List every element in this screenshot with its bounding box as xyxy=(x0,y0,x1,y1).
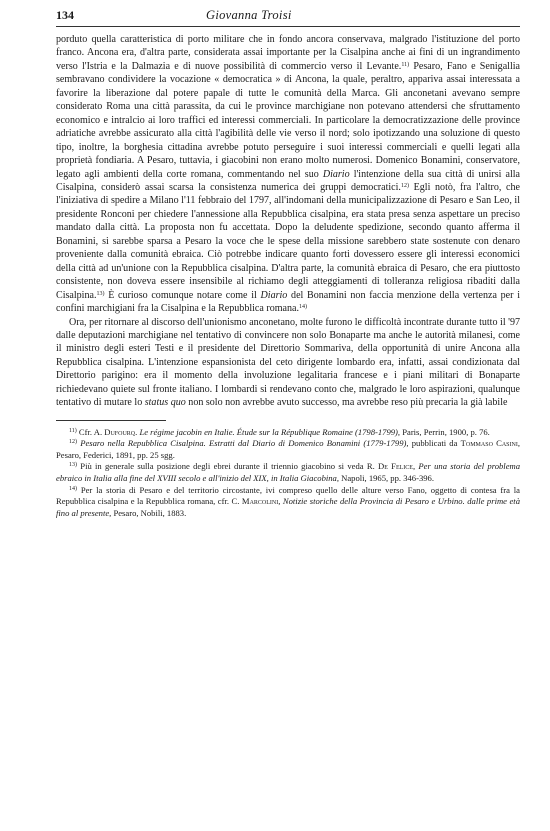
body-text xyxy=(56,33,520,410)
footnote-12: $^{12)}$ Pesaro nella Repubblica Cisalpina. Estratti dal Diario di Domenico Bonamini (1779-1799), pubblicati da Tommaso Casini, Pesaro, Federici, 1891, pp. 25 sgg. xyxy=(56,438,520,460)
paragraph-1: porduto quella caratteristica di porto militare che in fondo ancora conservava, malgrado l'istituzione del porto franco. Ancona era, d'altra parte, considerata assai importante per la Cisalpina anche ai fini di un ingrandimento verso l'Istria e la Dalmazia e di nuove possibilità di commercio verso il Levante.$^{11)}$ Pesaro, Fano e Senigallia sembravano condividere la vocazione « democratica » di Ancona, la quale, peraltro, appariva assai interessata a favorire la liberazione dal potere papale di tutte le comunità della Marca. Gli anconetani avevano sempre considerato Roma una città parassita, da cui le province marchigiane non potevano attendersi che sfruttamento economico e intralcio ai loro traffici ed interessi commerciali. In particolare la democratizzazione delle province adriatiche avrebbe assicurato alla città l'agibilità delle vie verso il nord; solo ipotizzando una soluzione di questo tipo, inoltre, la borghesia cittadina avrebbe potuto perseguire i suoi interessi commerciali e quelli legati alla proprietà fondiaria. A Pesaro, tuttavia, i giacobini non erano molto numerosi. Domenico Bonamini, conservatore, legato agli ambienti della corte romana, commentando nel suo Diario l'intenzione della sua città di unirsi alla Cisalpina, considerò assai scarsa la consistenza numerica dei gruppi democratici.$^{12)}$ Egli notò, fra l'altro, che l'iniziativa di spedire a Milano l'11 febbraio del 1797, all'indomani della municipalizzazione di Pesaro e San Leo, il presidente Ronconi per chiedere l'annessione alla Repubblica cisalpina, era stata presa senza aspettare un preciso mandato dalla città. La proposta non fu accettata. Dopo la deludente spedizione, secondo quanto afferma il Bonamini, si sarebbe sparsa a Pesaro la voce che le spese della missione sarebbero state sostenute con denaro proveniente dalla comunità ebraica. Ciò potrebbe indicare quanto forti dovessero essere gli interessi economici della città ad un'unione con la Repubblica cisalpina. D'altra parte, la comunità ebraica di Pesaro, che era piuttosto consistente, non doveva essere insensibile al richiamo degli atteggiamenti di tolleranza religiosa ribaditi dalla Cisalpina.$^{13)}$ È curioso comunque notare come il Diario del Bonamini non faccia menzione della vertenza per i confini marchigiani fra la Cisalpina e la Repubblica romana.$^{14)}$ xyxy=(56,34,521,315)
page-number: 134 xyxy=(56,8,74,22)
footnote-ref-13: 13) xyxy=(96,290,105,297)
running-title: Giovanna Troisi xyxy=(206,8,292,22)
footnote-11: $^{11)}$ Cfr. A. Dufourq. Le régime jacobin en Italie. Étude sur la République Romaine (1798-1799), Paris, Perrin, 1900, p. 76. xyxy=(69,426,490,437)
footnote-ref-11: 11) xyxy=(401,61,410,68)
footnote-ref-12: 12) xyxy=(400,182,409,189)
footnote-ref-14: 14) xyxy=(299,304,307,311)
footnote-14: $^{14)}$ Per la storia di Pesaro e del territorio circostante, ivi compreso quello delle alture verso Fano, oggetto di contesa fra la Repubblica cisalpina e la Repubblica romana, cfr. C. Marcolini, Notizie storiche della Provincia di Pesaro e Urbino. dalle prime età fino al presente, Pesaro, Nobili, 1883. xyxy=(56,484,520,518)
footnotes xyxy=(56,427,520,520)
page-header xyxy=(56,8,520,27)
footnote-13: $^{13)}$ Più in generale sulla posizione degli ebrei durante il triennio giacobino si veda R. De Felice, Per una storia del problema ebraico in Italia alla fine del XVIII secolo e all'inizio del XIX, in Italia Giacobina, Napoli, 1965, pp. 346-396. xyxy=(56,461,521,484)
italic-diario-2: Diario xyxy=(260,289,288,301)
paragraph-2: Ora, per ritornare al discorso dell'unionismo anconetano, molte furono le difficoltà incontrate durante tutto il '97 dalle deputazioni marchigiane nel tentativo di convincere non solo Bonaparte ma anche le autorità milanesi, come il ministro degli esteri Testi e il presidente del Direttorio Sommariva, della opportunità di unire Ancona alla Repubblica cisalpina. L'intenzione espansionista del ceto dirigente lombardo era, infatti, assai condizionata dal Direttorio parigino: era il momento della involuzione legalitaria francese e i piani militari di Bonaparte richiedevano quiete sul fronte italiano. I lombardi si rendevano conto che, malgrado le loro aspirazioni, qualunque tentativo di mutare lo status quo non solo non avrebbe avuto successo, ma avrebbe reso più precaria la già labile xyxy=(56,316,520,409)
footnote-divider xyxy=(56,420,166,421)
italic-diario: Diario xyxy=(322,168,350,180)
italic-status-quo: status quo xyxy=(144,397,186,409)
